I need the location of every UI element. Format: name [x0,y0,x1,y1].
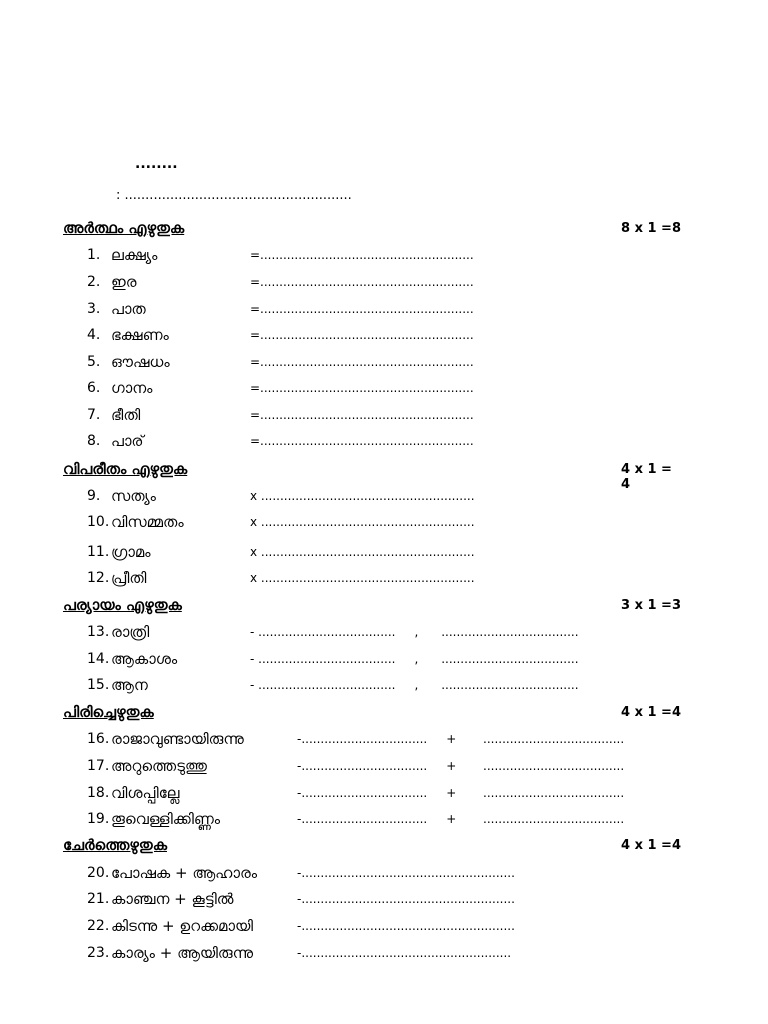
question-item [0,757,700,777]
question-item [0,353,700,373]
question-word: ഗാനം [111,379,153,397]
question-item [0,890,700,910]
question-item [0,917,700,937]
answer-blank[interactable]: -................................. + ..................................... [297,732,625,746]
answer-blank[interactable]: x ........................................................ [250,545,475,559]
question-word: പാത [111,300,146,318]
question-item [0,676,700,696]
section-header [63,836,683,856]
question-word: രാജാവുണ്ടായിരുന്നു [111,730,244,748]
question-item [0,326,700,346]
question-item [0,944,700,964]
question-word: പാര് [111,432,144,450]
question-number: 9. [87,488,101,504]
question-number: 10. [87,514,110,530]
question-word: പോഷക + ആഹാരം [111,864,257,882]
section-header [63,596,683,616]
answer-blank[interactable]: =........................................................ [250,434,474,448]
section-title: അർത്ഥം എഴുതുക [63,219,185,237]
question-item [0,432,700,452]
question-word: ഗ്രാമം [111,543,151,561]
question-word: ഭീതി [111,406,141,424]
question-number: 18. [87,785,110,801]
answer-blank[interactable]: =........................................................ [250,328,474,342]
question-word: ഔഷധം [111,353,170,371]
answer-blank[interactable]: -................................. + ..................................... [297,759,625,773]
question-word: കാഞ്ചന + കൂട്ടിൽ [111,890,234,908]
answer-blank[interactable]: -........................................................ [297,919,515,933]
question-item [0,300,700,320]
answer-blank[interactable]: - .................................... , .................................... [250,678,579,692]
question-word: തൂവെള്ളിക്കിണ്ണം [111,810,221,828]
question-item [0,650,700,670]
question-number: 2. [87,274,101,290]
question-item [0,379,700,399]
name-line: : ....................................................... [116,188,352,203]
question-number: 7. [87,407,101,423]
section-title: പര്യായം എഴുതുക [63,596,182,614]
answer-blank[interactable]: x ........................................................ [250,489,475,503]
answer-blank[interactable]: - .................................... , .................................... [250,625,579,639]
question-word: ഇര [111,273,137,291]
question-word: വിശപ്പില്ലേ [111,784,180,802]
question-word: അറുത്തെടുത്തു [111,757,207,775]
question-word: വിസമ്മതം [111,513,184,531]
question-item [0,810,700,830]
question-item [0,513,700,533]
section-marks: 8 x 1 =8 [621,221,681,236]
question-word: പ്രീതി [111,569,147,587]
question-number: 8. [87,433,101,449]
question-word: ലക്ഷ്യം [111,246,158,264]
question-word: ഭക്ഷണം [111,326,169,344]
question-number: 4. [87,327,101,343]
answer-blank[interactable]: =........................................................ [250,355,474,369]
question-word: കാര്യം + ആയിരുന്നു [111,944,254,962]
answer-blank[interactable]: =........................................................ [250,248,474,262]
question-item [0,246,700,266]
answer-blank[interactable]: -........................................................ [297,866,515,880]
question-number: 21. [87,891,110,907]
answer-blank[interactable]: -........................................................ [297,892,515,906]
section-header [63,219,683,239]
header-dots: ........ [135,156,178,172]
question-item [0,864,700,884]
answer-blank[interactable]: x ........................................................ [250,571,475,585]
answer-blank[interactable]: - .................................... , .................................... [250,652,579,666]
answer-blank[interactable]: x ........................................................ [250,515,475,529]
question-item [0,784,700,804]
question-item [0,487,700,507]
section-title: ചേർത്തെഴുതുക [63,836,168,854]
question-word: സത്യം [111,487,156,505]
question-number: 23. [87,945,110,961]
answer-blank[interactable]: =........................................................ [250,275,474,289]
question-word: രാത്രി [111,623,150,641]
question-number: 14. [87,651,110,667]
question-number: 6. [87,380,101,396]
section-header [63,460,683,492]
question-number: 5. [87,354,101,370]
question-number: 13. [87,624,110,640]
question-item [0,623,700,643]
section-marks: 4 x 1 =4 [621,705,681,720]
question-word: ആന [111,676,148,694]
question-number: 3. [87,301,101,317]
answer-blank[interactable]: =........................................................ [250,302,474,316]
question-item [0,273,700,293]
question-item [0,543,700,563]
answer-blank[interactable]: -................................. + ..................................... [297,786,625,800]
question-number: 20. [87,865,110,881]
section-title: വിപരീതം എഴുതുക [63,460,188,478]
question-number: 19. [87,811,110,827]
section-header [63,703,683,723]
question-item [0,569,700,589]
question-number: 16. [87,731,110,747]
section-marks: 4 x 1 =4 [621,838,681,853]
section-marks: 4 x 1 = 4 [621,462,672,492]
question-word: ആകാശം [111,650,178,668]
question-number: 1. [87,247,101,263]
answer-blank[interactable]: -....................................................... [297,946,512,960]
section-marks: 3 x 1 =3 [621,598,681,613]
section-title: പിരിച്ചെഴുതുക [63,703,154,721]
answer-blank[interactable]: =........................................................ [250,408,474,422]
question-number: 12. [87,570,110,586]
question-item [0,406,700,426]
question-number: 15. [87,677,110,693]
answer-blank[interactable]: -................................. + ..................................... [297,812,625,826]
question-item [0,730,700,750]
question-number: 22. [87,918,110,934]
answer-blank[interactable]: =........................................................ [250,381,474,395]
question-word: കിടന്നു + ഉറക്കമായി [111,917,253,935]
question-number: 11. [87,544,110,560]
question-number: 17. [87,758,110,774]
